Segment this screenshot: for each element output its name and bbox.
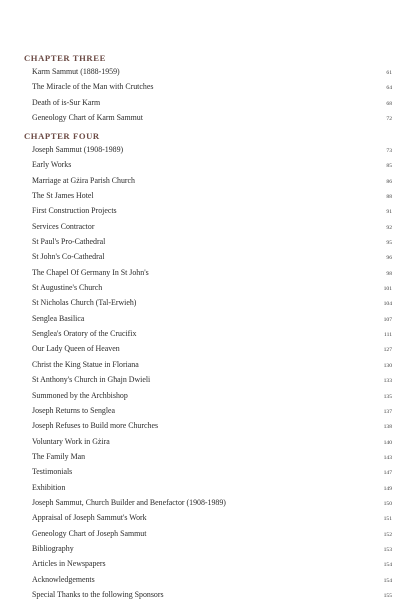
toc-entry-title: Appraisal of Joseph Sammut's Work — [32, 513, 147, 523]
toc-entry — [24, 357, 392, 372]
toc-entry-page: 151 — [383, 516, 392, 523]
toc-entry-title: The Family Man — [32, 451, 86, 461]
toc-entry — [24, 434, 392, 449]
toc-entry-title: Bibliography — [32, 543, 74, 553]
toc-entry — [24, 219, 392, 234]
toc-entry — [24, 495, 392, 510]
toc-entry — [24, 418, 392, 433]
toc-entry-page: 137 — [383, 408, 392, 415]
toc-entry — [24, 388, 392, 403]
toc-entry-page: 72 — [386, 116, 392, 123]
toc-entry — [24, 311, 392, 326]
toc-entry-title: The Chapel Of Germany In St John's — [32, 267, 149, 277]
toc-entry-title: Our Lady Queen of Heaven — [32, 344, 120, 354]
toc-entry — [24, 157, 392, 172]
toc-entry-page: 91 — [386, 209, 392, 216]
toc-entry-title: St Anthony's Church in Għajn Dwieli — [32, 375, 151, 385]
toc-entry-title: First Construction Projects — [32, 206, 117, 216]
toc-entry-title: Geneology Chart of Joseph Sammut — [32, 528, 147, 538]
toc-entry — [24, 587, 392, 602]
chapter-heading: CHAPTER THREE — [24, 53, 106, 63]
toc-entry-page: 104 — [383, 301, 392, 308]
toc-entry — [24, 464, 392, 479]
toc-entry — [24, 295, 392, 310]
toc-entry-title: Senglea's Oratory of the Crucifix — [32, 329, 137, 339]
toc-entry-page: 154 — [383, 577, 392, 584]
toc-entry-title: The Miracle of the Man with Crutches — [32, 82, 154, 92]
toc-entry — [24, 79, 392, 94]
chapter-heading: CHAPTER FOUR — [24, 131, 100, 141]
toc-entry-title: St Paul's Pro-Cathedral — [32, 237, 106, 247]
toc-entry-page: 154 — [383, 562, 392, 569]
toc-list — [24, 64, 392, 125]
toc-entry — [24, 265, 392, 280]
toc-entry-page: 88 — [386, 194, 392, 201]
toc-entry-title: Senglea Basilica — [32, 313, 85, 323]
toc-entry-title: St Augustine's Church — [32, 283, 103, 293]
toc-entry — [24, 341, 392, 356]
toc-entry-page: 73 — [386, 148, 392, 154]
toc-entry — [24, 510, 392, 525]
toc-entry-page: 135 — [383, 393, 392, 400]
toc-entry — [24, 280, 392, 295]
toc-entry-page: 130 — [383, 362, 392, 369]
toc-entry-page: 85 — [386, 163, 392, 170]
toc-entry — [24, 572, 392, 587]
toc-entry-title: Voluntary Work in Gżira — [32, 436, 110, 446]
toc-entry-title: Marriage at Gżira Parish Church — [32, 175, 135, 185]
toc-entry-page: 152 — [383, 531, 392, 538]
toc-entry-page: 149 — [383, 485, 392, 492]
toc-entry-title: Exhibition — [32, 482, 66, 492]
toc-entry — [24, 326, 392, 341]
toc-entry-page: 86 — [386, 178, 392, 185]
toc-entry — [24, 372, 392, 387]
toc-entry-page: 95 — [386, 240, 392, 247]
toc-entry — [24, 95, 392, 110]
chapter-three-section — [24, 52, 392, 125]
toc-entry — [24, 480, 392, 495]
toc-entry — [24, 249, 392, 264]
toc-entry-page: 96 — [386, 255, 392, 262]
toc-entry — [24, 142, 392, 157]
toc-list — [24, 142, 392, 602]
toc-entry-title: Services Contractor — [32, 221, 95, 231]
toc-entry — [24, 64, 392, 79]
toc-entry-title: Joseph Sammut, Church Builder and Benefactor (1908-1989) — [32, 497, 226, 507]
toc-entry-title: Acknowledgements — [32, 574, 95, 584]
toc-entry-title: Geneology Chart of Karm Sammut — [32, 113, 143, 123]
toc-entry — [24, 403, 392, 418]
chapter-four-section — [24, 130, 392, 602]
toc-entry-page: 92 — [386, 224, 392, 231]
toc-entry-title: Testimonials — [32, 467, 73, 477]
toc-entry-title: St Nicholas Church (Tal-Erwieħ) — [32, 298, 137, 308]
toc-entry-page: 101 — [383, 286, 392, 293]
toc-entry-title: Christ the King Statue in Floriana — [32, 359, 139, 369]
toc-entry-title: Articles in Newspapers — [32, 559, 106, 569]
toc-entry-page: 155 — [383, 592, 392, 599]
toc-entry-page: 153 — [383, 546, 392, 553]
toc-entry-title: Death of is-Sur Karm — [32, 97, 101, 107]
toc-entry — [24, 526, 392, 541]
toc-entry-page: 133 — [383, 378, 392, 385]
toc-entry — [24, 234, 392, 249]
toc-entry-page: 143 — [383, 454, 392, 461]
toc-entry-title: Joseph Returns to Senglea — [32, 405, 116, 415]
toc-entry-title: Summoned by the Archbishop — [32, 390, 128, 400]
toc-entry — [24, 556, 392, 571]
toc-entry-page: 68 — [386, 100, 392, 107]
toc-entry-title: The St James Hotel — [32, 191, 94, 201]
toc-entry — [24, 203, 392, 218]
toc-entry-page: 61 — [386, 70, 392, 76]
toc-entry — [24, 541, 392, 556]
toc-entry-title: Special Thanks to the following Sponsors — [32, 589, 164, 599]
toc-entry-page: 64 — [386, 85, 392, 92]
toc-entry-page: 138 — [383, 424, 392, 431]
toc-entry-page: 150 — [383, 500, 392, 507]
toc-entry — [24, 449, 392, 464]
toc-entry-title: Joseph Sammut (1908-1989) — [32, 145, 124, 154]
toc-entry-page: 107 — [383, 316, 392, 323]
toc-entry-title: St John's Co-Cathedral — [32, 252, 105, 262]
toc-entry-page: 111 — [384, 332, 392, 339]
toc-entry-page: 147 — [383, 470, 392, 477]
toc-entry-title: Joseph Refuses to Build more Churches — [32, 421, 159, 431]
toc-entry-page: 98 — [386, 270, 392, 277]
toc-entry-page: 140 — [383, 439, 392, 446]
toc-entry — [24, 188, 392, 203]
toc-entry — [24, 173, 392, 188]
toc-entry — [24, 110, 392, 125]
toc-entry-title: Karm Sammut (1888-1959) — [32, 67, 120, 76]
toc-entry-page: 127 — [383, 347, 392, 354]
toc-entry-title: Early Works — [32, 160, 72, 170]
